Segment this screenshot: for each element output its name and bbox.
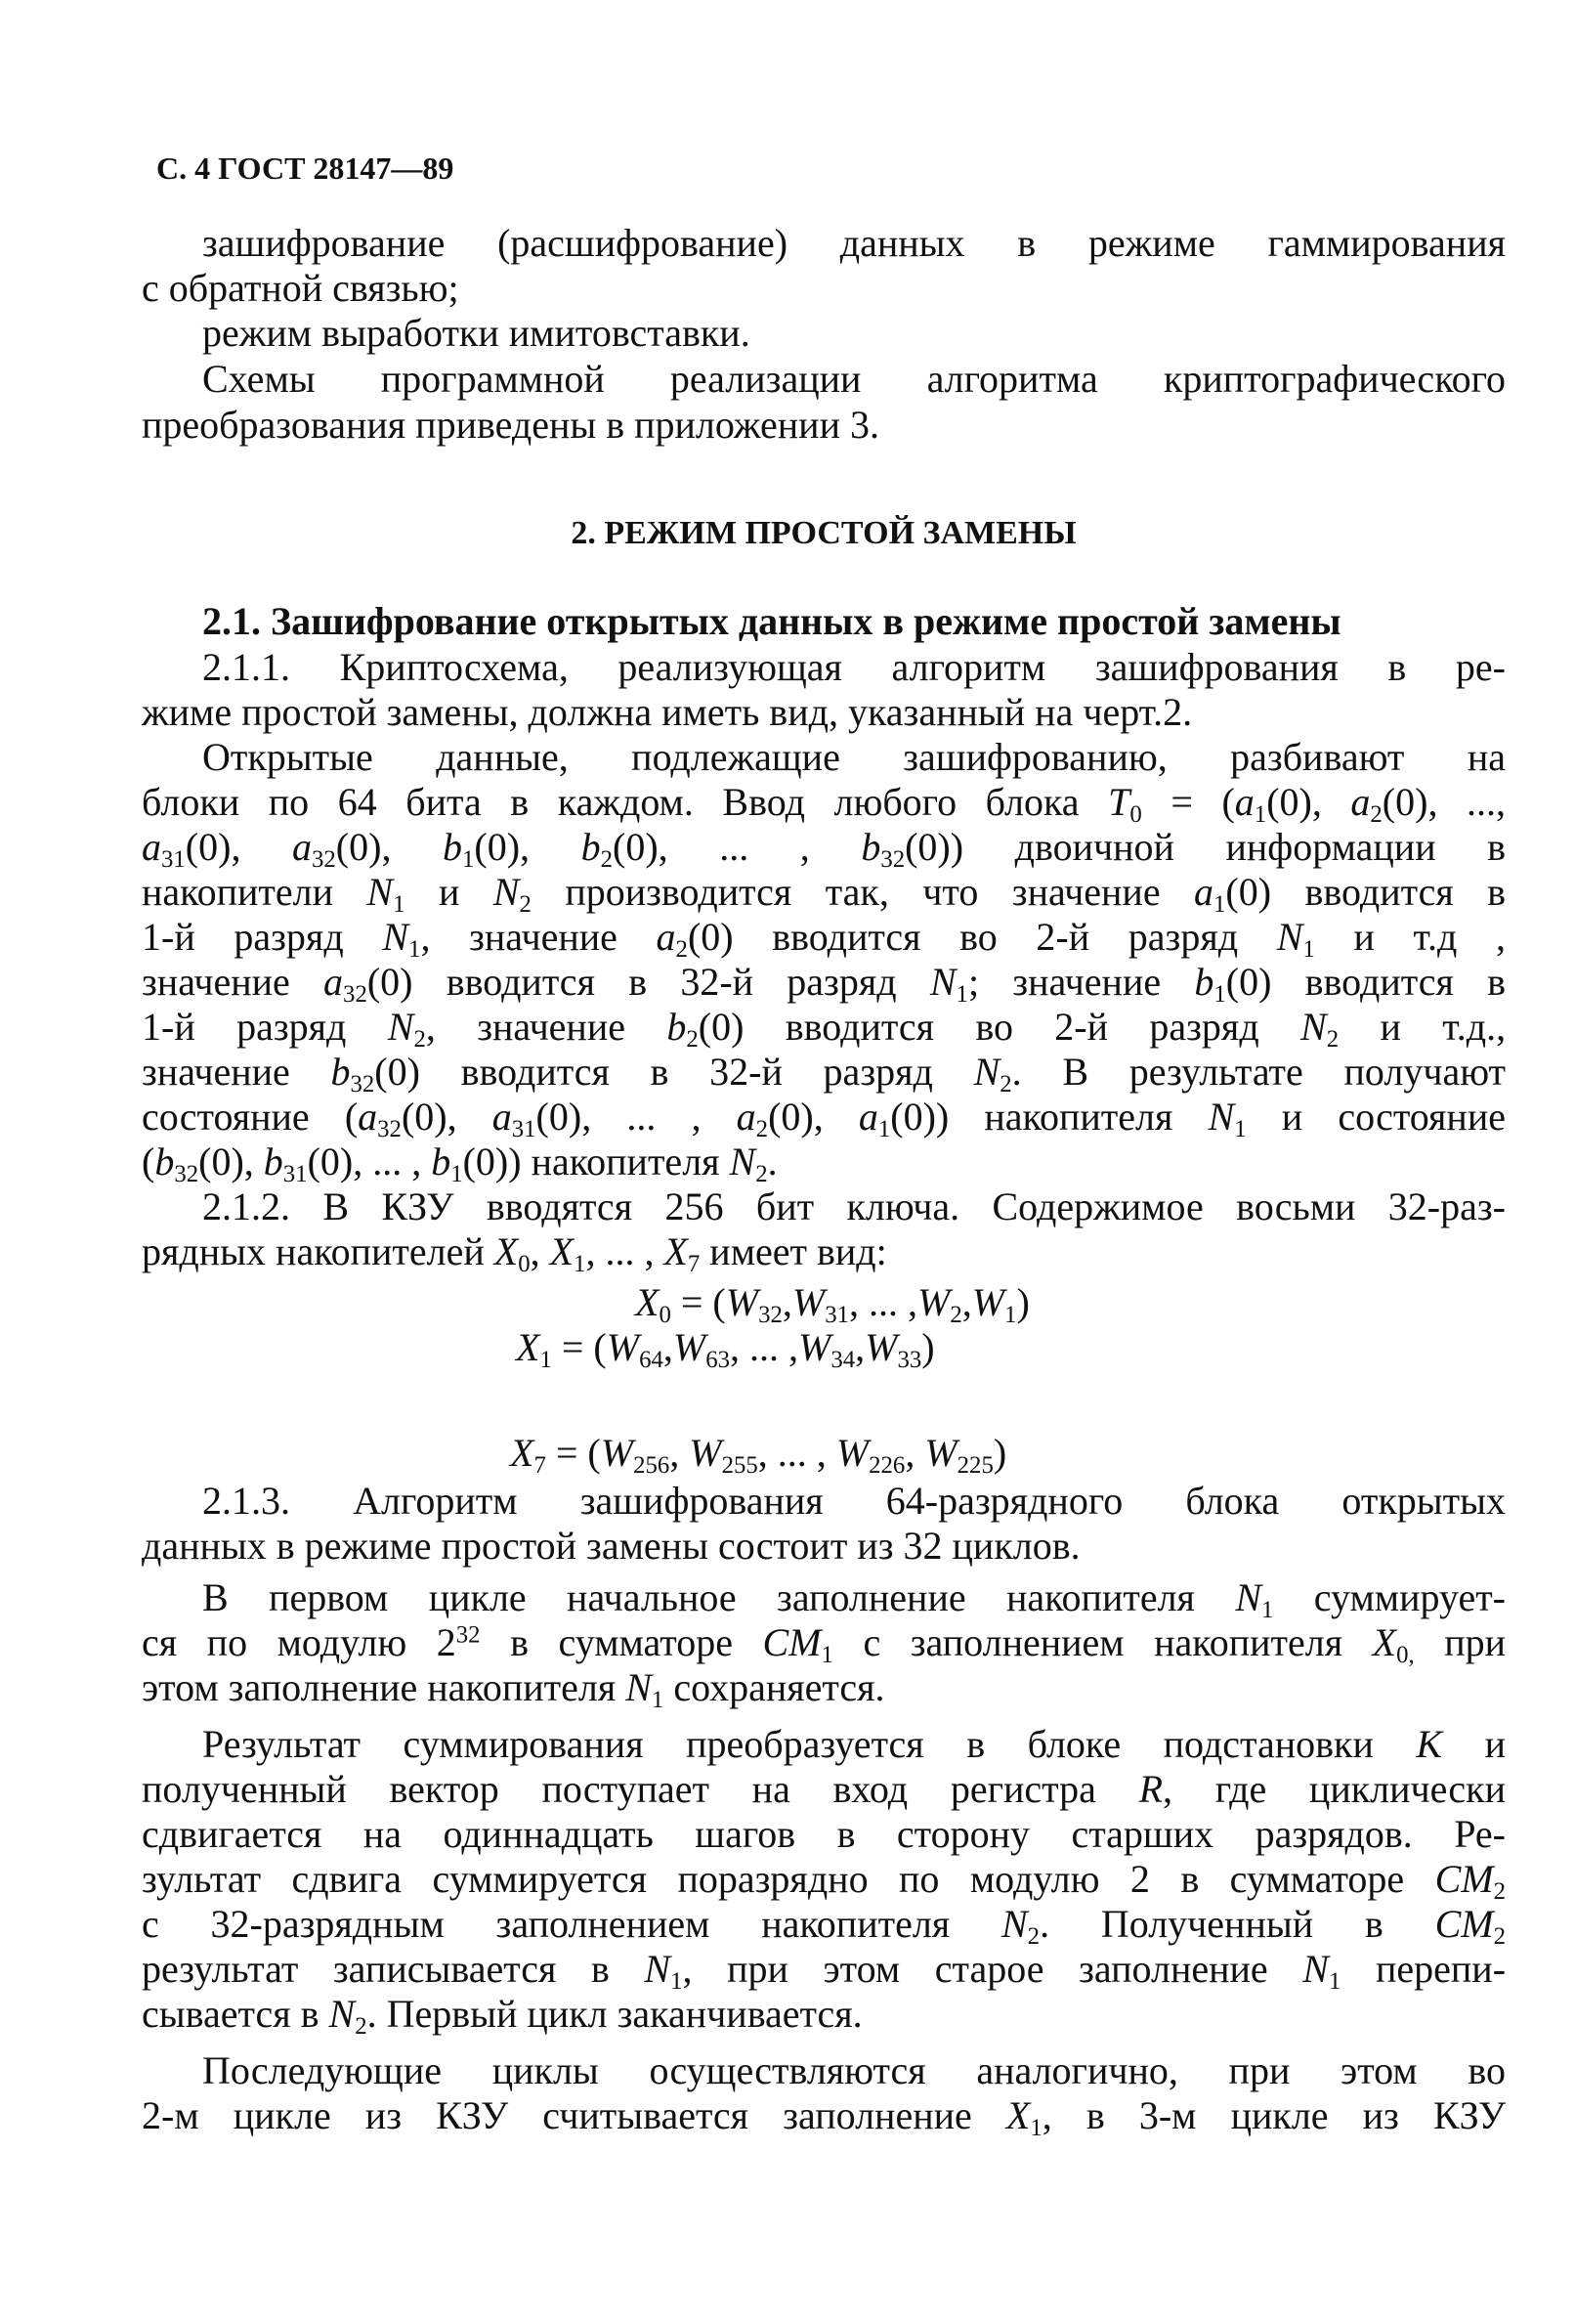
paragraph-line: 1-й разряд $N_2$, значение $b_2(0)$ вводится во 2-й разряд $N_2$ и т.д., [142,1005,1507,1053]
section-title: 2. РЕЖИМ ПРОСТОЙ ЗАМЕНЫ [571,515,1077,551]
paragraph-line: 2.1.1. Криптосхема, реализующая алгоритм зашифрования в ре- [202,645,1506,689]
paragraph-line: Результат суммирования преобразуется в блоке подстановки K и [202,1722,1507,1766]
paragraph-line: зультат сдвига суммируется поразрядно по модулю 2 в сумматоре $СМ_2$ [142,1857,1506,1905]
formula-x7: $X_7 = (W_{256}$, $W_{255}$, ... , $W_{226}$, $W_{225}$) [510,1431,1007,1479]
paragraph-line: значение $b_{32}(0)$ вводится в 32-й разряд $N_2$. В результате получают [142,1050,1507,1097]
paragraph-line: данных в режиме простой замены состоит из 32 циклов. [142,1524,1081,1568]
paragraph-line: В первом цикле начальное заполнение накопителя $N_1$ суммирует- [202,1575,1506,1623]
paragraph-line: зашифрование (расшифрование) данных в режиме гаммирования [202,221,1506,265]
formula-x0: $X_0 = (W_{32},W_{31}$, ... $,W_2,W_1$) [635,1280,1030,1328]
paragraph-line: 2-м цикле из КЗУ считывается заполнение $X_1$, в 3-м цикле из КЗУ [142,2093,1507,2141]
paragraph-line: сдвигается на одиннадцать шагов в сторону старших разрядов. Ре- [142,1812,1506,1856]
formula-x1: $X_1 = (W_{64},W_{63}$, ... $,W_{34},W_{33}$) [516,1325,935,1373]
paragraph-line: ся по модулю $2^{32}$ в сумматоре $СМ_1$ с заполнением накопителя $X_{0,}$ при [142,1620,1507,1668]
subsection-title: 2.1. Зашифрование открытых данных в режиме простой замены [202,599,1341,643]
paragraph-line: 2.1.3. Алгоритм зашифрования 64-разрядного блока открытых [202,1479,1506,1523]
paragraph-line: 1-й разряд $N_1$, значение $a_2(0)$ вводится во 2-й разряд $N_1$ и т.д , [142,915,1507,963]
paragraph-line: 2.1.2. В КЗУ вводятся 256 бит ключа. Содержимое восьми 32-раз- [202,1184,1506,1228]
paragraph-line: режим выработки имитовставки. [202,311,750,355]
paragraph-line: рядных накопителей $X_0$, $X_1$, ... , $X_7$ имеет вид: [142,1229,887,1277]
paragraph-line: блоки по 64 бита в каждом. Ввод любого блока $T_0 = (a_1(0)$, $a_2(0)$, ..., [142,780,1506,828]
paragraph-line: с 32-разрядным заполнением накопителя $N_2$. Полученный в $СМ_2$ [142,1902,1506,1950]
page-header: С. 4 ГОСТ 28147—89 [156,151,454,186]
paragraph-line: преобразования приведены в приложении 3. [142,403,879,447]
paragraph-line: Открытые данные, подлежащие зашифрованию, разбивают на [202,735,1506,779]
paragraph-line: полученный вектор поступает на вход регистра R, где циклически [142,1767,1506,1811]
paragraph-line: накопители $N_1$ и $N_2$ производится так, что значение $a_1(0)$ вводится в [142,870,1507,918]
paragraph-line: значение $a_{32}(0)$ вводится в 32-й разряд $N_1$; значение $b_1(0)$ вводится в [142,960,1507,1008]
paragraph-line: $a_{31}(0)$, $a_{32}(0)$, $b_1(0)$, $b_2(0)$, ... , $b_{32}(0)$) двоичной информации в [142,825,1507,873]
paragraph-line: состояние ($a_{32}(0)$, $a_{31}(0)$, ... , $a_2(0)$, $a_1(0)$) накопителя $N_1$ и состояние [142,1095,1506,1142]
paragraph-line: с обратной связью; [142,266,459,310]
paragraph-line: сывается в $N_2$. Первый цикл заканчивается. [142,1992,863,2040]
paragraph-line: жиме простой замены, должна иметь вид, указанный на черт.2. [142,690,1193,734]
paragraph-line: результат записывается в $N_1$, при этом старое заполнение $N_1$ перепи- [142,1947,1507,1995]
paragraph-line: этом заполнение накопителя $N_1$ сохраняется. [142,1665,885,1713]
paragraph-line: ($b_{32}(0)$, $b_{31}(0)$, ... , $b_1(0)$) накопителя $N_2$. [142,1140,778,1187]
paragraph-line: Схемы программной реализации алгоритма криптографического [202,357,1506,401]
paragraph-line: Последующие циклы осуществляются аналогично, при этом во [202,2048,1506,2092]
